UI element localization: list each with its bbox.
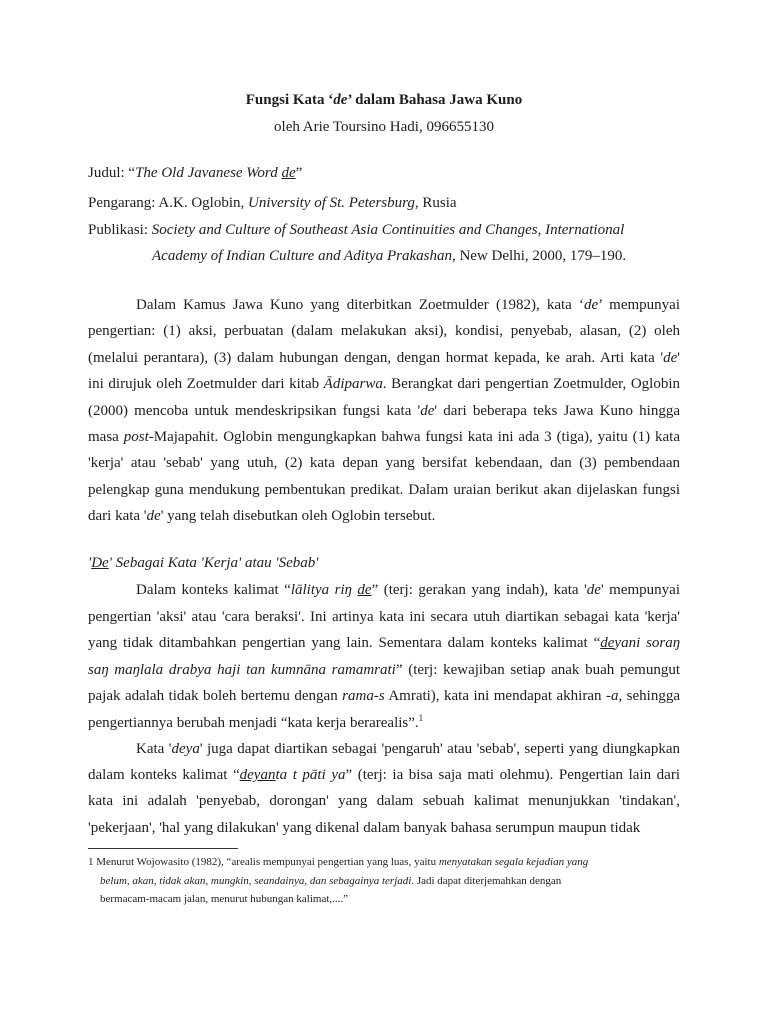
meta-title <box>88 164 680 182</box>
paragraph-line <box>88 792 680 810</box>
paragraph-line <box>88 608 680 626</box>
text-run: ' <box>88 555 92 571</box>
text-run <box>357 582 371 598</box>
text-run: 'kerja' atau 'sebab' yang utuh, (2) kata depan yang bersifat kebendaan, dan (3) pembendaan <box>88 455 680 472</box>
paragraph-line <box>88 819 680 837</box>
text-run: Dalam Kamus Jawa Kuno yang diterbitkan Zoetmulder (1982), kata ‘ <box>136 297 584 313</box>
paragraph-line <box>88 661 680 679</box>
text-run: ” (terj: gerakan yang indah), kata ' <box>371 582 587 598</box>
text-run: pengertiannya berubah menjadi “kata kerja berarealis”. <box>88 714 419 731</box>
text-run: oleh Arie Toursino Hadi, 096655130 <box>274 119 494 135</box>
text-run: Pengarang: A.K. Oglobin, <box>88 195 248 211</box>
text-run: de <box>420 402 435 419</box>
underlined-text: de <box>281 165 296 181</box>
paragraph-line <box>88 402 680 420</box>
text-run: . Berangkat dari pengertian Zoetmulder, Oglobin <box>382 376 680 393</box>
paragraph-line <box>88 714 680 732</box>
text-run: ' <box>677 349 680 366</box>
text-run: belum, akan, tidak akan, mungkin, seandainya, dan sebagainya terjadi <box>100 874 412 887</box>
text-run <box>91 555 109 571</box>
footnote-line <box>100 872 700 890</box>
text-run: 'pekerjaan', 'hal yang dilakukan' yang dikenal dalam banyak bahasa serumpun maupun tidak <box>88 819 641 836</box>
text-run: ' dari beberapa teks Jawa Kuno hingga <box>434 402 680 419</box>
text-run: de <box>333 92 348 108</box>
text-run: (2000) mencoba untuk mendeskripsikan fungsi kata ' <box>88 402 421 419</box>
text-run: de <box>663 349 678 366</box>
text-run: pajak adalah tidak boleh bertemu dengan <box>88 688 343 704</box>
text-run: yang tidak ditambahkan pengertian yang lain. Sementara dalam konteks kalimat “ <box>88 635 601 651</box>
text-run: menyatakan segala kejadian yang <box>438 856 589 868</box>
text-run: yani soraŋ <box>614 635 680 651</box>
text-run: Fungsi Kata ‘ <box>245 92 334 108</box>
text-run: Kata ' <box>136 741 172 757</box>
text-run: pengertian 'aksi' atau 'cara beraksi'. Ini artinya kata ini secara utuh diartikan sebagai kata 'kerja' <box>88 608 680 625</box>
underlined-text: de <box>600 635 615 651</box>
text-run: masa <box>88 429 124 445</box>
paragraph-line <box>88 481 680 499</box>
paragraph-line <box>88 507 680 525</box>
underlined-text: deyan <box>239 767 276 784</box>
paragraph-line <box>88 454 680 472</box>
text-run: Ādiparwa <box>323 376 383 393</box>
text-run: The Old Javanese Word <box>135 165 282 181</box>
text-run: 1 Menurut Wojowasito (1982), “arealis mempunyai pengertian yang luas, yaitu <box>88 856 439 868</box>
text-run <box>281 165 295 181</box>
paragraph-line <box>88 375 680 393</box>
text-run: ” (terj: kewajiban setiap anak buah pemungut <box>395 661 680 678</box>
meta-publication-cont <box>152 247 744 265</box>
text-run: ' mempunyai <box>600 582 680 598</box>
text-run: lālitya riŋ <box>290 582 358 598</box>
text-run: . Jadi dapat diterjemahkan dengan <box>411 874 562 887</box>
text-run <box>600 635 614 651</box>
text-run: Amrati), kata ini mendapat akhiran - <box>384 688 611 704</box>
text-run: dari kata ' <box>88 508 147 525</box>
text-run: Judul: “ <box>88 165 136 181</box>
text-run: ” <box>295 165 303 181</box>
text-run: Academy of Indian Culture and Aditya Prakashan, <box>152 248 456 264</box>
meta-publication <box>88 221 680 239</box>
text-run: ' yang telah disebutkan oleh Oglobin tersebut. <box>160 508 436 525</box>
text-run: ’ dalam Bahasa Jawa Kuno <box>347 92 523 108</box>
paragraph-line <box>136 581 680 599</box>
text-run: saŋ maŋlala drabya haji tan kumnāna ramamrati <box>88 661 396 678</box>
footnote-separator <box>88 848 238 849</box>
footnote-line <box>100 890 700 908</box>
underlined-text: De <box>91 555 109 571</box>
text-run: -Majapahit. Oglobin mengungkapkan bahwa fungsi kata ini ada 3 (tiga), yaitu (1) kata <box>148 429 680 445</box>
text-run: ' juga dapat diartikan sebagai 'pengaruh' atau 'sebab', seperti yang diungkapkan <box>199 741 680 757</box>
text-run: , sehingga <box>618 688 680 704</box>
text-run: de <box>586 582 601 598</box>
text-run: ” (terj: ia bisa saja mati olehmu). Pengertian lain dari <box>345 767 680 784</box>
text-run: ini dirujuk oleh Zoetmulder dari kitab <box>88 376 324 393</box>
paragraph-line <box>88 322 680 340</box>
text-run: Publikasi: <box>88 222 152 238</box>
text-run: a <box>610 688 619 704</box>
paragraph-line <box>88 428 680 446</box>
paragraph-line <box>88 349 680 367</box>
text-run <box>240 767 276 783</box>
section-heading <box>88 554 680 572</box>
text-run: Dalam konteks kalimat “ <box>136 582 291 598</box>
text-run: bermacam-macam jalan, menurut hubungan kalimat,....” <box>100 893 349 905</box>
paragraph-line <box>88 634 680 652</box>
footnote-ref: 1 <box>418 712 424 723</box>
text-run: rama-s <box>342 688 385 704</box>
text-run: kata ini adalah 'penyebab, dorongan' yang dalam sebuah kalimat menunjukkan 'tindakan', <box>88 793 680 810</box>
underlined-text: de <box>357 582 372 598</box>
paragraph-line <box>88 687 680 705</box>
meta-author <box>88 194 680 212</box>
paragraph-line <box>136 740 680 758</box>
text-run: ’ mempunyai <box>598 297 680 313</box>
text-run: de <box>583 297 599 313</box>
paragraph-line <box>136 296 680 314</box>
text-run: deya <box>171 741 200 757</box>
text-run: ta t pāti ya <box>275 767 346 784</box>
paragraph-line <box>88 766 680 784</box>
text-run: pelengkap guna mendukung pembentukan predikat. Dalam uraian berikut akan dijelaskan fungsi <box>88 481 680 498</box>
text-run: ' Sebagai Kata 'Kerja' atau 'Sebab' <box>108 555 319 571</box>
author-line <box>0 118 768 136</box>
document-title <box>0 91 768 109</box>
text-run: pengertian: (1) aksi, perbuatan (dalam melakukan aksi), kondisi, penyebab, alasan, (2) oleh <box>88 323 680 340</box>
footnote-line <box>88 853 688 871</box>
text-run: Society and Culture of Southeast Asia Continuities and Changes, International <box>151 222 625 238</box>
text-run: Rusia <box>418 195 457 211</box>
text-run: University of St. Petersburg, <box>247 195 419 211</box>
text-run: dalam konteks kalimat “ <box>88 767 240 784</box>
text-run: post <box>123 429 149 445</box>
text-run: (melalui perantara), (3) dalam hubungan dengan, dengan hormat kepada, ke arah. Arti kata ' <box>88 349 664 366</box>
text-run: de <box>146 508 161 525</box>
text-run: New Delhi, 2000, 179–190. <box>455 248 627 264</box>
